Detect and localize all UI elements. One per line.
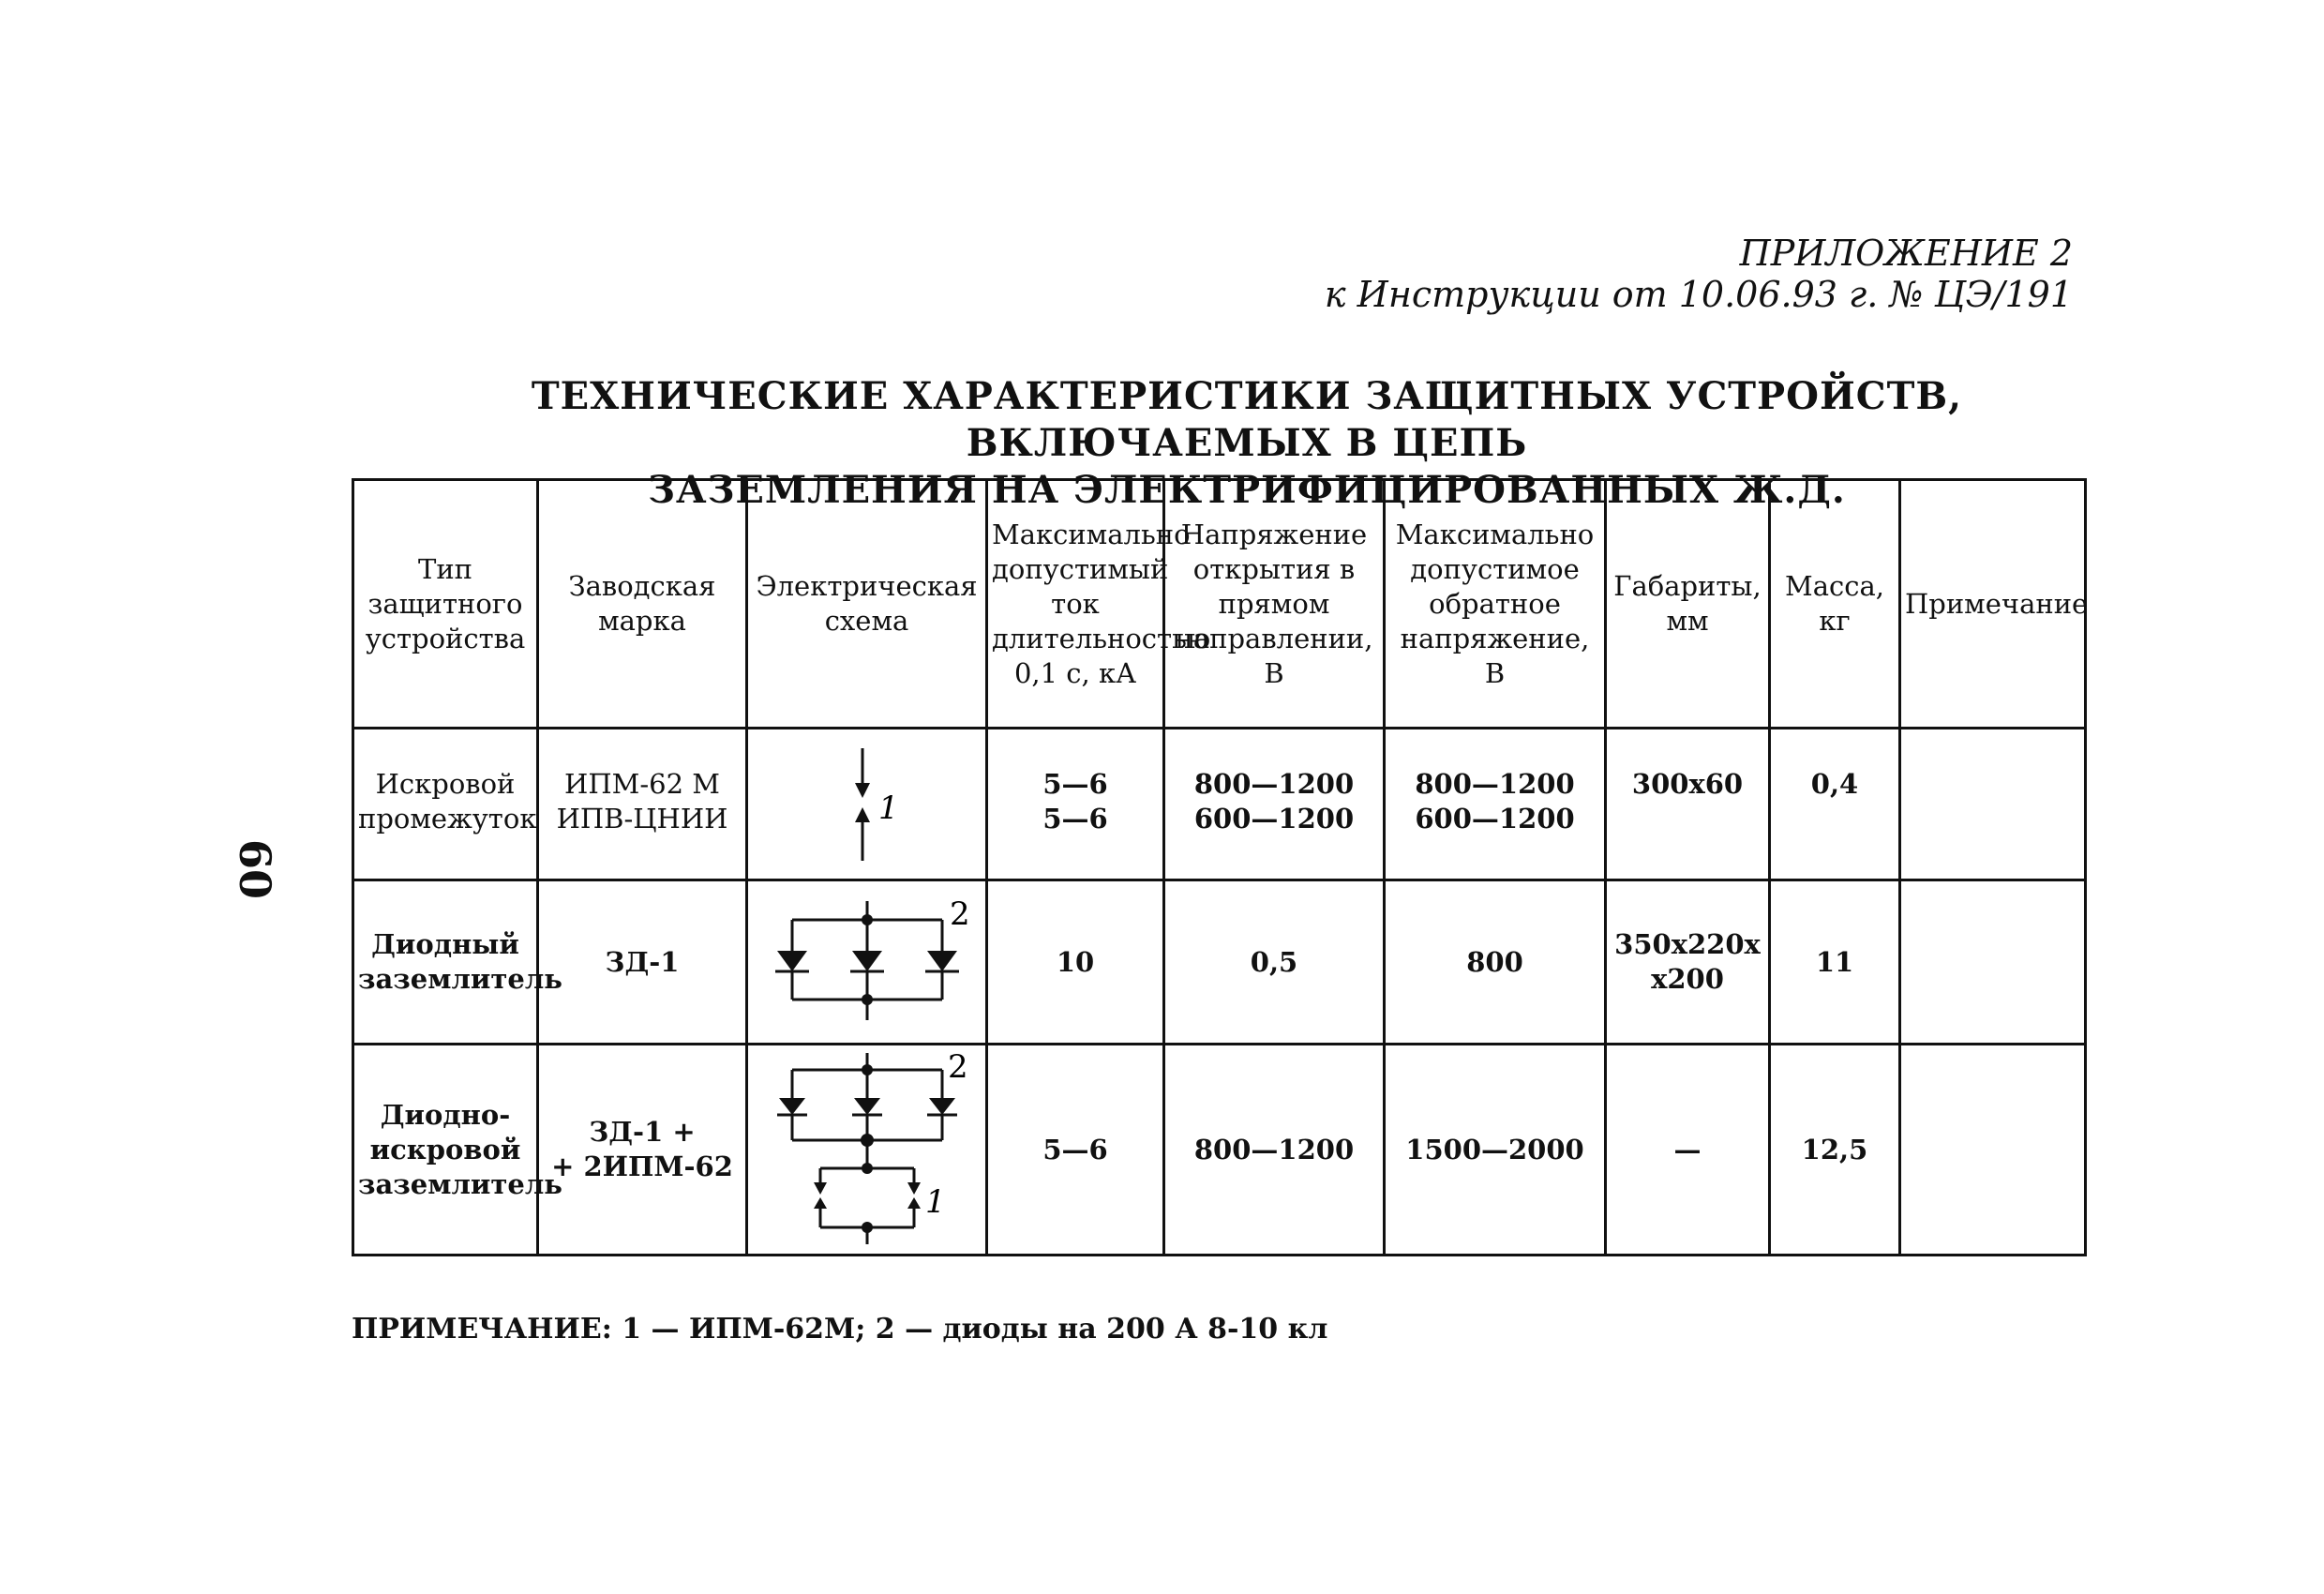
table-row [353, 729, 2086, 880]
brand-line: ИПМ-62 М [564, 768, 720, 800]
cell-dimensions: 300x60 [1606, 729, 1770, 880]
appendix-title: ПРИЛОЖЕНИЕ 2 [1739, 233, 2073, 274]
cell-voltage-open [1164, 729, 1385, 880]
title-line-1: ТЕХНИЧЕСКИЕ ХАРАКТЕРИСТИКИ ЗАЩИТНЫХ УСТРОЙСТВ, ВКЛЮЧАЕМЫХ В ЦЕПЬ [531, 374, 1963, 465]
scheme-label: 2 [947, 1048, 968, 1086]
header-note: Примечание [1900, 480, 2086, 729]
cell-voltage-reverse: 800 [1385, 880, 1606, 1045]
cell-type: Диодно-искровой заземлитель [353, 1045, 538, 1256]
cell-dimensions: 350x220x x200 [1606, 880, 1770, 1045]
page-number: 60 [230, 838, 281, 900]
header-voltage-reverse: Максимально допустимое обратное напряжение, В [1385, 480, 1606, 729]
cell-mass: 0,4 [1770, 729, 1900, 880]
cell-current [987, 729, 1164, 880]
value-line: 5—6 [1042, 803, 1108, 835]
appendix-header [1325, 233, 2073, 315]
cell-brand [538, 729, 747, 880]
cell-mass: 12,5 [1770, 1045, 1900, 1256]
value-line: 800—1200 [1415, 768, 1575, 800]
scheme-label: 2 [949, 895, 970, 933]
brand-line: ЗД-1 + [589, 1116, 696, 1148]
table-row [353, 1045, 2086, 1256]
header-dimensions: Габариты, мм [1606, 480, 1770, 729]
cell-voltage-reverse [1385, 729, 1606, 880]
footnote: ПРИМЕЧАНИЕ: 1 — ИПМ-62М; 2 — диоды на 200 А 8-10 кл [352, 1313, 1328, 1346]
table-row [353, 880, 2086, 1045]
header-voltage-open: Напряжение открытия в прямом направлении, В [1164, 480, 1385, 729]
scheme-label: 1 [877, 789, 899, 827]
scheme-label: 1 [924, 1183, 946, 1221]
spark-gap-diagram [811, 744, 923, 865]
cell-type: Искровой промежуток [353, 729, 538, 880]
value-line: 600—1200 [1415, 803, 1575, 835]
value-line: 600—1200 [1193, 803, 1355, 835]
cell-type: Диодный заземлитель [353, 880, 538, 1045]
cell-voltage-reverse: 1500—2000 [1385, 1045, 1606, 1256]
cell-voltage-open: 800—1200 [1164, 1045, 1385, 1256]
diode-bank-diagram [755, 896, 980, 1028]
value-line: 5—6 [1042, 768, 1108, 800]
cell-scheme [747, 1045, 987, 1256]
cell-current: 10 [987, 880, 1164, 1045]
header-mass: Масса, кг [1770, 480, 1900, 729]
header-brand: Заводская марка [538, 480, 747, 729]
cell-note [1900, 729, 2086, 880]
header-type: Тип защитного устройства [353, 480, 538, 729]
title-line-2: ЗАЗЕМЛЕНИЯ НА ЭЛЕКТРИФИЦИРОВАННЫХ Ж.Д. [648, 468, 1846, 512]
cell-brand: ЗД-1 [538, 880, 747, 1045]
appendix-reference: к Инструкции от 10.06.93 г. № ЦЭ/191 [1324, 274, 2073, 315]
cell-mass: 11 [1770, 880, 1900, 1045]
header-row [353, 480, 2086, 729]
header-scheme: Электрическая схема [747, 480, 987, 729]
header-current: Максимально допустимый ток длительностью 0,1 с, кА [987, 480, 1164, 729]
cell-note [1900, 1045, 2086, 1256]
cell-scheme [747, 729, 987, 880]
specifications-table [352, 478, 2087, 1256]
brand-line: + 2ИПМ-62 [551, 1150, 733, 1182]
cell-note [1900, 880, 2086, 1045]
diode-spark-diagram [755, 1048, 980, 1248]
cell-scheme [747, 880, 987, 1045]
cell-current: 5—6 [987, 1045, 1164, 1256]
cell-voltage-open: 0,5 [1164, 880, 1385, 1045]
value-line: 800—1200 [1193, 768, 1355, 800]
cell-dimensions: — [1606, 1045, 1770, 1256]
cell-brand [538, 1045, 747, 1256]
brand-line: ИПВ-ЦНИИ [556, 803, 728, 835]
